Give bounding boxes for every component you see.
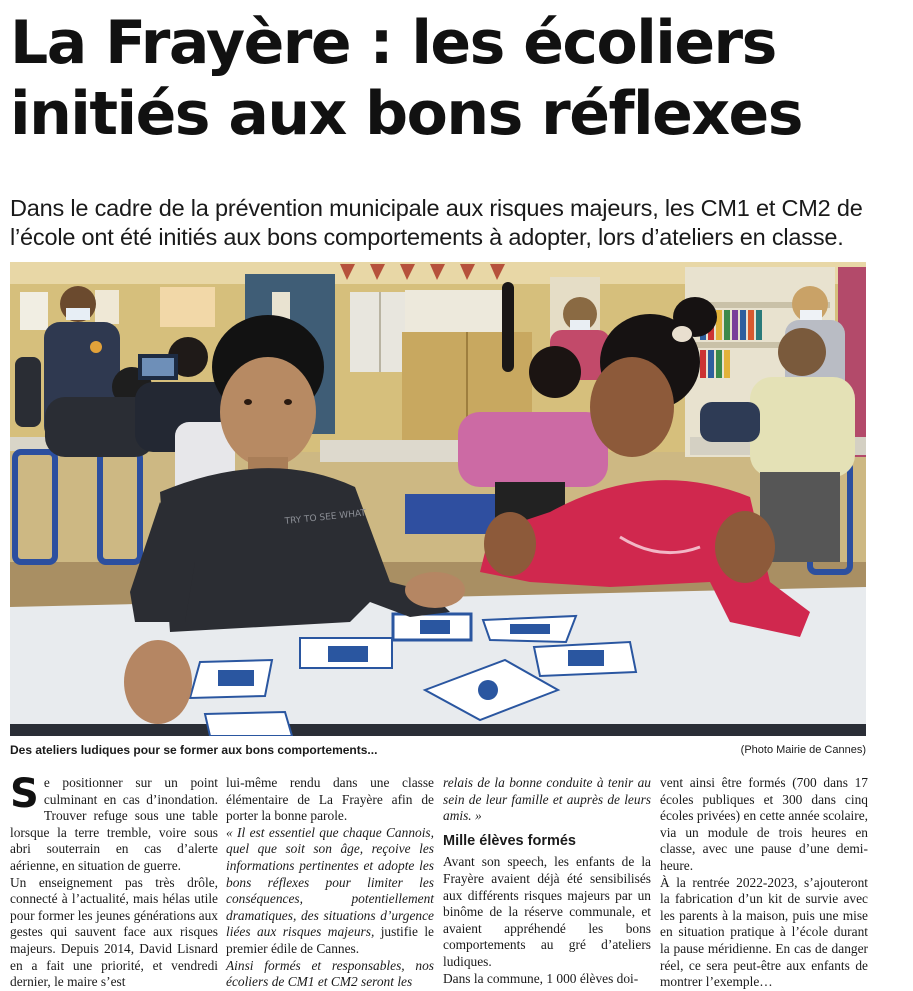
paragraph: vent ainsi être formés (700 dans 17 écoles publiques et 300 dans cinq écoles privées) en cette année scolaire, via un module de trois heures en classe, avec une pause d’une demi-heure. — [660, 775, 868, 873]
headline — [10, 8, 905, 150]
photo-credit: (Photo Mairie de Cannes) — [740, 744, 866, 756]
article-column-2 — [226, 775, 434, 991]
quote: « Il est essentiel que chaque Cannois, quel que soit son âge, reçoive les informations pertinentes et adopte les bons réflexes pour limiter les conséquences, potentiellement dramatiques, des situations d’urgence liées aux risques majeurs, — [226, 824, 434, 940]
drop-cap: S — [10, 771, 39, 817]
shirt-print: TRY TO SEE WHAT — [284, 508, 367, 527]
article-column-1 — [10, 771, 218, 991]
article-column-4 — [660, 775, 868, 991]
paragraph: Un enseignement pas très drôle, connecté à l’actualité, mais hélas utile pour former les jeunes générations aux gestes qui sauvent face aux risques majeurs. Depuis 2014, David Lisnard en a fait une priorité, et vendredi dernier, le maire s’est — [10, 874, 218, 990]
section-subhead: Mille élèves formés — [443, 832, 576, 849]
photo-caption-row — [10, 743, 866, 759]
classroom-photo — [10, 262, 866, 736]
paragraph: e positionner sur un point culminant en cas d’inondation. Trouver refuge sous une table lorsque la terre tremble, voire sous abri souterrain en cas d’alerte aérienne, en situation de guerre. — [10, 775, 218, 873]
deck-line-2: l’école ont été initiés aux bons comportements à adopter, lors d’ateliers en classe. — [10, 224, 844, 250]
quote-continued: Ainsi formés et responsables, nos écoliers de CM1 et CM2 seront les — [226, 957, 434, 990]
deck-line-1: Dans le cadre de la prévention municipale aux risques majeurs, les CM1 et CM2 de — [10, 195, 863, 221]
article-photo — [10, 262, 866, 736]
quote-end: relais de la bonne conduite à tenir au sein de leur famille et auprès de leurs amis. » — [443, 775, 651, 824]
photo-caption: Des ateliers ludiques pour se former aux bons comportements... — [10, 743, 378, 757]
paragraph: À la rentrée 2022-2023, s’ajouteront la fabrication d’un kit de survie avec les parents à la maison, puis une mise en situation pratique à l’école durant la pause méridienne. En cas de danger réel, ce sera peut-être aux enfants de montrer l’exemple… — [660, 874, 868, 990]
headline-line-1: La Frayère : les écoliers — [10, 8, 776, 78]
paragraph: Avant son speech, les enfants de la Frayère avaient déjà été sensibilisés aux différents risques majeurs par un binôme de la réserve communale, et avaient appréhendé les bons comportements au gré d’ateliers ludiques. — [443, 854, 651, 969]
quote-paragraph — [226, 825, 434, 958]
quote-attribution: justifie le premier édile de Cannes. — [226, 924, 434, 956]
headline-line-2: initiés aux bons réflexes — [10, 79, 802, 149]
paragraph: Dans la commune, 1 000 élèves doi- — [443, 970, 639, 986]
deck — [10, 194, 905, 252]
article-column-3 — [443, 775, 651, 987]
paragraph: lui-même rendu dans une classe élémentaire de La Frayère afin de porter la bonne parole. — [226, 775, 434, 824]
